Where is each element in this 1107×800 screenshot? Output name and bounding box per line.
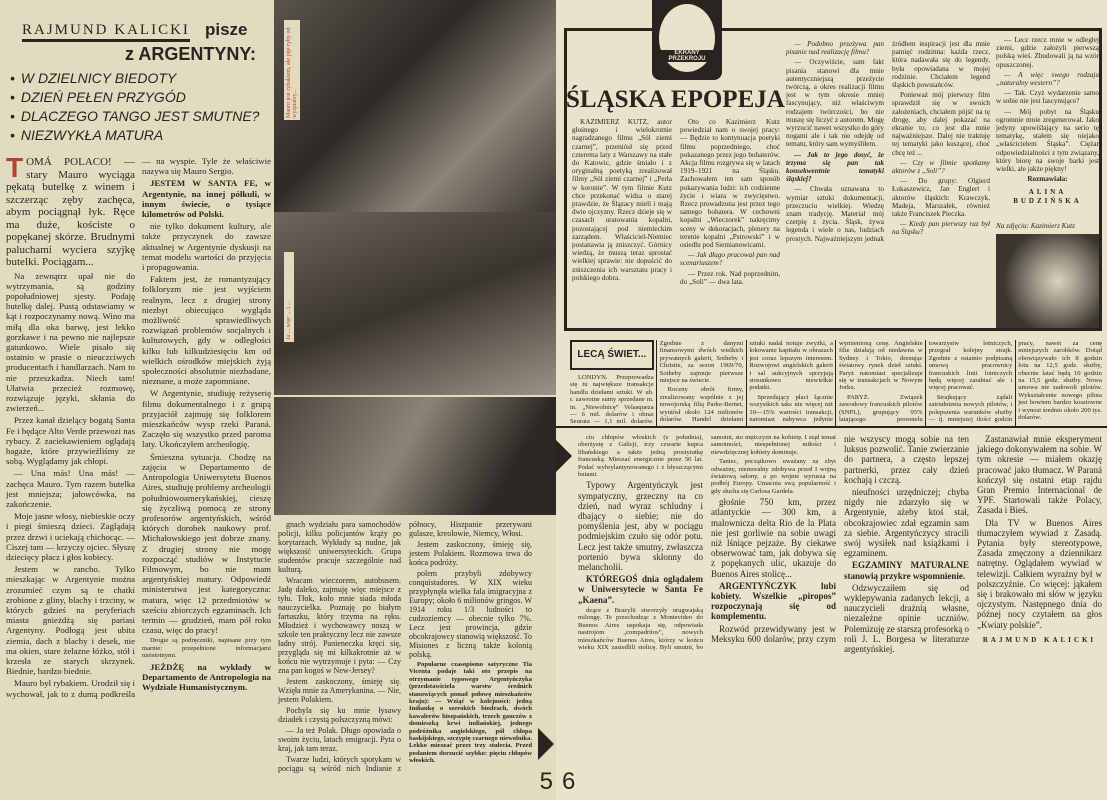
photo-caption: Ja ... więc ... i ... [284, 252, 294, 342]
photo-rancho [274, 212, 556, 395]
lead-paragraph: TOMÁ POLACO! — stary Mauro wyciąga pękatą butelkę z winem i szczerząc zęby zachęca, abym pociągnął łyk. Ręce ma duże, kościste o popękanej skórze. Brudnymi paluchami wyciera szyjkę butelki. Pociągam... [6, 152, 135, 268]
continue-arrow-icon [538, 728, 554, 760]
interview-columns-3-4: — Podobno przeżywa pan pisanie nad realizację filmu? — Oczywiście, sam fakt pisania stanowi dla mnie autentyczniejszą przeżycie twórczą, a okres realizacji filmu jest w tym okresie mniej fascynujący, niż właściwym rodzajem twórczości, bo nie muszę się liczyć z autorem. Mogę wyrzucić nawet wszystko do góry nogami ale i tak nie odejdę od tematu, który sam wymyśliłem. — Jak to jego dosyć, że trzyma się pan tak konsekwentnie tematyki śląskiej? — Chwała uznawana to wymiar sztuki dokumentacji, przeczuciu wielkiej. Wiedzę znam tradycję. Materiał mój czerpię z życia. Śląsk, żywa legenda i wiele o nas, ludziach prostych. Najważniejszym jednak źródłem inspiracji jest dla mnie pamięć rodzinna: każda rzecz, która nadawała się do legendy, była opowiadana w mojej rodzinie. Chciałem legend śląskich powstańców. Ponieważ mój pierwszy film sprawdził się w swoich założeniach, chciałem pójść na tę drogę, aby dalej pokazać na ekranie to, co jest dla mnie najważniejsze. Dalej nie traktuję tej tematyki jako kuszącej, choć chcę też ... — Czy w filmie spotkamy aktorów z „Soli”? — Do grupy: Olgierd Łukaszewicz, Jan Englert i aktorów śląskich: Krawczyk, Madeja, Marszałek, również także Franciszek Pieczka. — Kiedy pan pierwszy raz był na Śląsku? [786, 40, 990, 243]
subhead: KTÓREGOŚ dnia oglądałem w Uniwersytecie w Santa Fe „Kaena”. [578, 574, 703, 605]
header-bullet: • DLACZEGO TANGO JEST SMUTNE? [10, 108, 259, 127]
interview-columns-1-2: KAZIMIERZ KUTZ, autor głośnego i wielokrotnie nagradzanego filmu „Sól ziemi czarnej”, przeniósł się przed czterema laty z Warszawy na stałe do Katowic, gdzie śmiało i z oryginalną poetyką zrealizował filmy „Sól ziemi czarnej” i „Perła w koronie”. W tym filmie Kutz chce przekonać widza o starej prawdzie, że Ślązacy mieli i mają dwie ojczyzny. Rzecz dzieje się w czasach uratowania kopalni, pozostającej pod niemieckim zarządem. Właściciel-Niemiec postanawia ją zniszczyć. Górnicy wiedzą, że muszą teraz sprostać wielkiej sprawie: nie dopuścić do zniszczenia ich warsztatu pracy i polskiego dobra. Oto co Kazimierz Kutz powiedział nam o swojej pracy: — Będzie to kontynuacja poetyki filmu poprzedniego, choć pokazanego przez jego bohaterów. Akcja filmu rozgrywa się w latach 1919–1921 na Śląsku. Zachowałem ten sam sposób pokazywania ludzi: ich codzienne życie i wiara w zwycięstwo. Rzecz prowadzona jest przez tego samego bohatera. W cechowni kopalni „Wieczorek” nakręcimy sceny w dekoracjach, plenery na terenie kopalni „Pstrowski” i w osiedlu pod Siemianowicami. — Jak długo pracował pan nad scenariuszem? — Przez rok. Nad poprzednim, do „Soli” — dwa lata. [572, 118, 780, 286]
page-6 [556, 0, 1107, 800]
article-columns-1-2: TOMÁ POLACO! — stary Mauro wyciąga pękatą butelkę z winem i szczerząc zęby zachęca, abym pociągnął łyk. Ręce ma duże, kościste o popękanej skórze. Brudnymi paluchami wyciera szyjkę butelki. Pociągam... Na zewnątrz upał nie do wytrzymania, są godziny popołudniowej sjesty. Podaję butelkę dalej. Pustą odstawiamy w kąt i rozpoczynamy nową. Wino ma miłą dla oka barwę, jest lekko gorzkawe i na pewno nie najlepsze gatunkowo. Wiele pisało się ostatnio w prasie o nieuczciwych producentach i handlarzach. Nam to nie przeszkadza. Niech tam! Ułatwia przecież rozmowę, rozwiązuje języki, skłania do zwierzeń... Przez kanał dzielący bogatą Santa Fe i będące Alto Verde przewozi nas rybacy. Z zaciekawieniem oglądają bagaże, które przywieźliśmy ze sobą. Wyglądamy jak chłopi. — Una más! Una más! — zachęca Mauro. Tym razem butelka jest mniejsza; jałowcówka, na zakończenie. Moje jasne włosy, niebieskie oczy i piegi śmieszą dzieci. Zaglądają przez drzwi i uciekają chichocąc. — Ciszej tam — krzyczy ojciec. Słyszę dziecięcy płacz i głos kobiecy. Jestem w rancho. Tylko mieszkając w Argentynie można zrozumieć czym są te chatki zrobione z gliny, blachy i trzciny, w których gdzieś na peryferiach miasta gnieżdżą się pariasi Argentyny. Podłogą jest ubita ziemia, dach z blachy i desek, nie ma okien, stare żelazne łóżko, stół i krzesła ze starych skrzynek. Biednie, bardzo biednie. Mauro był rybakiem. Urodził się i wychował, jak to z dumą podkreśla — na wyspie. Tyle że właściwie nazywa się Mauro Sergio. JESTEM W SANTA FE, w Argentynie, na innej półkuli, w innym świecie, o tysiące kilometrów od Polski. nie tylko dokument kultury, ale także przyczynek do zawsze aktualnej w Argentynie dyskusji na temat modelu wartości do przyjęcia i propagowania. Faktem jest, że romantyzujący folkloryzm nie jest wyjściem realnym, lecz z drugiej strony niezbyt obiecująco wygląda możliwość sprawiedliwych rozwiązań problemów socjalnych i kulturowych, gdy w odległości kilku lub kilkudziesięciu km od wielkich ośrodków miejskich żyją społeczności absolutnie niezbadane, nieznane, a może zapomniane. W Argentynie, studiuję reżyserię filmu dokumentalnego i z grupą przyjaciół zajmuję się folklorem mieszkańców wysp rzeki Paraná. Zaczęło się wszystko przed paroma laty. Ukończyłem archeologię. Śmieszna sytuacja. Chodzę na zajęcia w Departamento de Antropologia Uniwersytetu Buenos Aires, studiuję problemy archeologii południowoamerykańskiej, cieszę się życzliwą pomocą ze strony profesorów argentyńskich, wśród których dorobek naukowy prof. Michałowskiego jest dobrze znany. Z drugiej strony nie mogę rozpocząć studiów w Instytucie Filmowym, bo nie mam argentyńskiej matury. Odpowiedź ministerstwa jest kategoryczna: matura, więc 12 przedmiotów w sześciu zbiorczych egzaminach. Ich termin — grudzień, mam pół roku czasu, więc do pracy! Drogie są podręczniki, napisane przy tym marnie: przepełnione informacjami nieistotnymi. JEŻDŻĘ na wykłady w Departamento de Antropologia na Wydziale Humanistycznym. [6, 152, 271, 699]
divider [556, 426, 1107, 428]
article-columns-3-4: gnach wydziału para samochodów policji, kilku policjantów krąży po korytarzach. Wykłady są nudne, jak większość uniwersyteckich. Grupa studentów pracuje szczególnie nad kulturą. Wracam wieczorem, autobusem. Jadę daleko, zajmuję więc miejsce z tyłu. Tłok, koło mnie siada młoda nauczycielka. Poznaję po białym fartuszku, który trzyma na ręku. Młodzież i wychowawcy noszą w szkole ten praktyczny lecz nie zawsze ładny strój. Panieneczka kręci się, przygląda się mi kilkakrotnie aż w końcu nie wytrzymuje i pyta: — Czy zna pan kogoś w New-Jersey? Jestem zaskoczony, śmieję się. Wzięła mnie za Amerykanina. — Nie, jestem Polakiem. Pochyla się ku mnie łysawy dziadek i czystą polszczyzną mówi: — Ja też Polak. Długo opowiada o swoim życiu, latach emigracji. Pyta o kraj, jak tam teraz. Twarze ludzi, których spotykam w pociągu są wśród nich Indianie z północy, Hiszpanie przerywani gulasze, kreolowie, Niemcy, Włosi. Jestem zaskoczony, śmieję się, jestem Polakiem. Rozmowa trwa do końca podróży. polem przybyli zdobywcy conquistadores. W XIX wieku przypłynęła wielka fala imigracyjna z Europy; około 6 milionów gringos. W 1914 roku 1/3 ludności to cudzoziemcy — obecnie tylko 7%. Lecz jest prowincja, gdzie obcokrajowcy stanowią większość. To Misiones z liczną także kolonią polską. Popularne czasopismo satyryczne Tia Vicenta podaje taki oto przepis na otrzymanie typowego Argentyńczyka (przedstawiciela warstw średnich stanowiących ponad połowę mieszkańców kraju): — Wziąć w kolejności: jedną Indiankę o szerokich biodrach, dwóch kawalerów hiszpańskich, trzech gauczów z domieszką krwi indiańskiej, jednego podróżnika angielskiego, pół chłopa baskijskiego, szczyptę czarnego niewolnika. Lekko mieszać przez trzy stulecia. Przed podaniem dorzucić szybko: pięciu chłopów włoskich. [278, 520, 532, 773]
subhead: JEŻDŻĘ na wykłady w Departamento de Antropologia na Wydziale Humanistycznym. [142, 661, 271, 692]
interviewer-name: ALINA BUDZIŃSKA [1013, 188, 1082, 205]
argentina-continuation: ciu chłopów włoskich (z południa), oberżystę z Galicji, trzy czwarte kupca libańskiego a także jedną prostytutkę francuską. Mieszać energicznie przez 50 lat. Podać wybrylantynowanego i z błyszczącymi butami. Typowy Argentyńczyk jest sympatyczny, grzeczny na co dzień, nad wyraz schludny i dbający o siebie; nie do pomyślenia jest, aby w pociągu podmiejskim czuło się odór potu. Lecz jest także smutny, zwłaszcza portenio bywa skłonny do melancholii. KTÓREGOŚ dnia oglądałem w Uniwersytecie w Santa Fe „Kaena”. dzące z Brazylii stworzyły urugwajską milongę. Te przechodząc z Montevideo do Buenos Aires uspokaja się, odpowiada nastrojom „compadritos”, nowych mieszkańców Buenos Aires, którzy w końcu wieku XIX zasiedlili stolicę. Byli smutni, bo samotni, sto mężczyzn na kobietę. I stąd temat samotności, niespełnionej miłości i niewdzięcznej kobiety dominuje. Taniec, początkowo uważany za zbyt odważny, niemoralny zdobywa przed I wojną światową salony, a po wojnie wyrusza na podbój Europy. Umacnia swą popularność i gdy słucha się Carlosa Gardela. głośnie 750 km, przez atlantyckie — 300 km, a malownicza delta Rio de la Plata nie jest gorliwie na sobie uwagi niż lśniące pejzaże. By ciekawe obserwować tam, jak dobywa się z popękanych ulic, ukazuje do Buenos Aires stolicę... ARGENTYŃCZYK lubi kobiety. Wszelkie „piropos” rozpoczynają się od komplementu. Rozwód przewidywany jest w Meksyku 600 dolarów, przy czym nie wszyscy mogą sobie na ten luksus pozwolić. Tanie zwierzanie do partnera, a często lepszej partnerki, przez cały dzień kochają i czczą. nieufności urzędniczej; chyba nigdy nie zdarzyło się w Argentynie, ażeby ktoś stał, obcokrajowiec zdał egzamin sam za siebie. Argentyńczycy stracili swój wysiłek nad książkami i egzaminem. EGZAMINY MATURALNE stanowią przykre wspomnienie. Odzwyczaiłem się od wyklepywania zadanych lekcji, a nauczycieli drażnią własne, niezależne opinie uczniów. Polemizuję ze starszą profesorką o roli J. L. Borgesa w literaturze argentyńskiej. Zastanawiał mnie eksperyment jakiego dokonywałem na sobie. W tym okresie — miałem okazję pracować jako tłumacz. W Paraná kończył się ostatni etap rajdu Gran Premio Internacional de YPF. Startowali także Polacy, Zasada i Bieś. Dla TV w Buenos Aires tłumaczyłem wywiad z Zasadą. Pytania były stereotypowe, Zasada zmęczony a dziennikarz natrętny. Oglądałem wywiad w telewizji. Całkiem wyraźny był w polszczyźnie. Co więcej: jąkałem się i brakowało mi słów w języku ojczystym. Następnego dnia do późnej nocy czytałem na głos „Kwiaty polskie”. RAJMUND KALICKI [578, 434, 1102, 655]
photo-mauro [274, 0, 556, 212]
signature: RAJMUND KALICKI [982, 635, 1097, 644]
recipe-note: Popularne czasopismo satyryczne Tia Vicenta podaje taki oto przepis na otrzymanie typowego Argentyńczyka (przedstawiciela warstw średnich stanowiących ponad połowę mieszkańców kraju): — Wziąć w kolejności: jedną Indiankę o szerokich biodrach, dwóch kawalerów hiszpańskich, trzech gauczów z domieszką krwi indiańskiej, jednego podróżnika angielskiego, pół chłopa baskijskiego, szczyptę czarnego niewolnika. Lekko mieszać przez trzy stulecia. Przed podaniem dorzucić szybko: pięciu chłopów włoskich. [409, 661, 532, 765]
continue-arrow-icon [556, 440, 572, 472]
header-bullet: • W DZIELNICY BIEDOTY [10, 70, 259, 89]
drop-cap: T [6, 152, 24, 183]
photo-caption: Na zdjęciu: Kazimierz Kutz [996, 222, 1075, 230]
header-bullet: • DZIEŃ PEŁEN PRZYGÓD [10, 89, 259, 108]
author-name: RAJMUND KALICKI [22, 22, 190, 42]
news-section: LECĄ ŚWIET... LONDYN. Przeprowadza się tu największe transakcje handlu dziełami sztuki. W ub. r. zawrotne sumy sprzedane m. in. „Niewolnicę” Velasqueza — 6 mil. dolarów i obraz Seurata — 1,1 mil. dolarów. Zgodnie z danymi finansowymi dwóch wielkich prywatnych galerii, Sotheby i Christie, za sezon 1969/70, Sotheby zajmuje pierwsze miejsce na świecie. Roczny obrót firmy, zrealizowany wspólnie z jej nowojorską filią Parke-Bernet, wyniósł około 124 milionów dolarów. Handel dziełami sztuki nadal notuje zwyżki, a lokowanie kapitału w obrazach jest coraz lepszym interesem. Rozwojowi angielskich galerii i sal aukcyjnych sprzyjają stosunkowo niewielkie podatki. Sprzedający płaci łącznie wszystkich taks nie więcej niż 10—15% wartości transakcji, natomiast nabywca jedynie wymienioną cenę. Angielskie filie działają od niedawna w Sydney i Tokio, drenując światowy rynek dzieł sztuki. Paryż natomiast specjalizuje się w transakcjach w Nowym Jorku. PARYŻ. Związek zawodowy francuskich pilotów (SNPL), grupujący 95% latającego personelu towarzystw lotniczych, przegrał kolejny strajk. Zgodnie z ostatnio podpisaną umową pracownicy francuskich linii lotniczych będą więcej zarabiać ale i więcej pracować. Strajkujący żądali zatrudnienia nowych pilotów, i polepszenia warunków służby — tj. mniejszej ilości godzin pracy, nawet za cenę mniejszych zarobków. Dotąd obowiązywało ich 8 godzin lotu na 12,5 godz. służby, obecnie latać będą 10 godzin na 15,5 godz. służby. Nowa umowa nie zadowoli pilotów. Wykształcenie nowego pilota jest bowiem bardzo kosztowne i wynosi średnio około 200 tys. dolarów. [570, 340, 1102, 426]
page-number: 6 [562, 768, 576, 795]
article-header [0, 0, 272, 150]
page-number: 5 [539, 768, 553, 795]
photo-caption: Mauro jest rybakiem, ale pije ryby od wyspiarzy... [284, 20, 300, 120]
header-bullets [10, 70, 259, 146]
photo-street [274, 397, 556, 515]
interviewer-label: Rozmawiała: [1027, 175, 1068, 184]
subhead: EGZAMINY MATURALNE stanowią przykre wspomnienie. [844, 560, 969, 581]
news-title: LECĄ ŚWIET... [570, 340, 654, 370]
interview-col-5: — Lecz rzecz mnie w odległej ziemi, gdzie założyli pierwszą polską wieś. Zbudowali ją na wzór opuszczonej. — A więc swego rodzaju „naturalny western”? — Tak. Czyż wydarzenie samo w sobie nie jest fascynujące? — Mój pobyt na Śląsku ogromnie mnie zregenerował. Jako jedyny upowiślający na serio tę tematykę, stałem się niejako „właścicielem Śląska”. Ciężar odpowiedzialności z tym związany, który biorę na swoje barki jest wielki, ale jakże piękny! Rozmawiała: ALINA BUDZIŃSKA [996, 36, 1099, 205]
article-title: ŚLĄSKA EPOPEJA [566, 86, 785, 113]
ekrany-logo: EKRANY PRZEKROJU [652, 0, 722, 80]
header-writes: pisze [205, 20, 248, 39]
subhead: ARGENTYŃCZYK lubi kobiety. Wszelkie „piropos” rozpoczynają się od komplementu. [711, 580, 836, 622]
photo-kutz [996, 234, 1099, 328]
header-country: z ARGENTYNY: [125, 44, 257, 64]
subhead: JESTEM W SANTA FE, w Argentynie, na innej półkuli, w innym świecie, o tysiące kilometrów od Polski. [142, 178, 271, 220]
header-bullet: • NIEZWYKŁA MATURA [10, 127, 259, 146]
